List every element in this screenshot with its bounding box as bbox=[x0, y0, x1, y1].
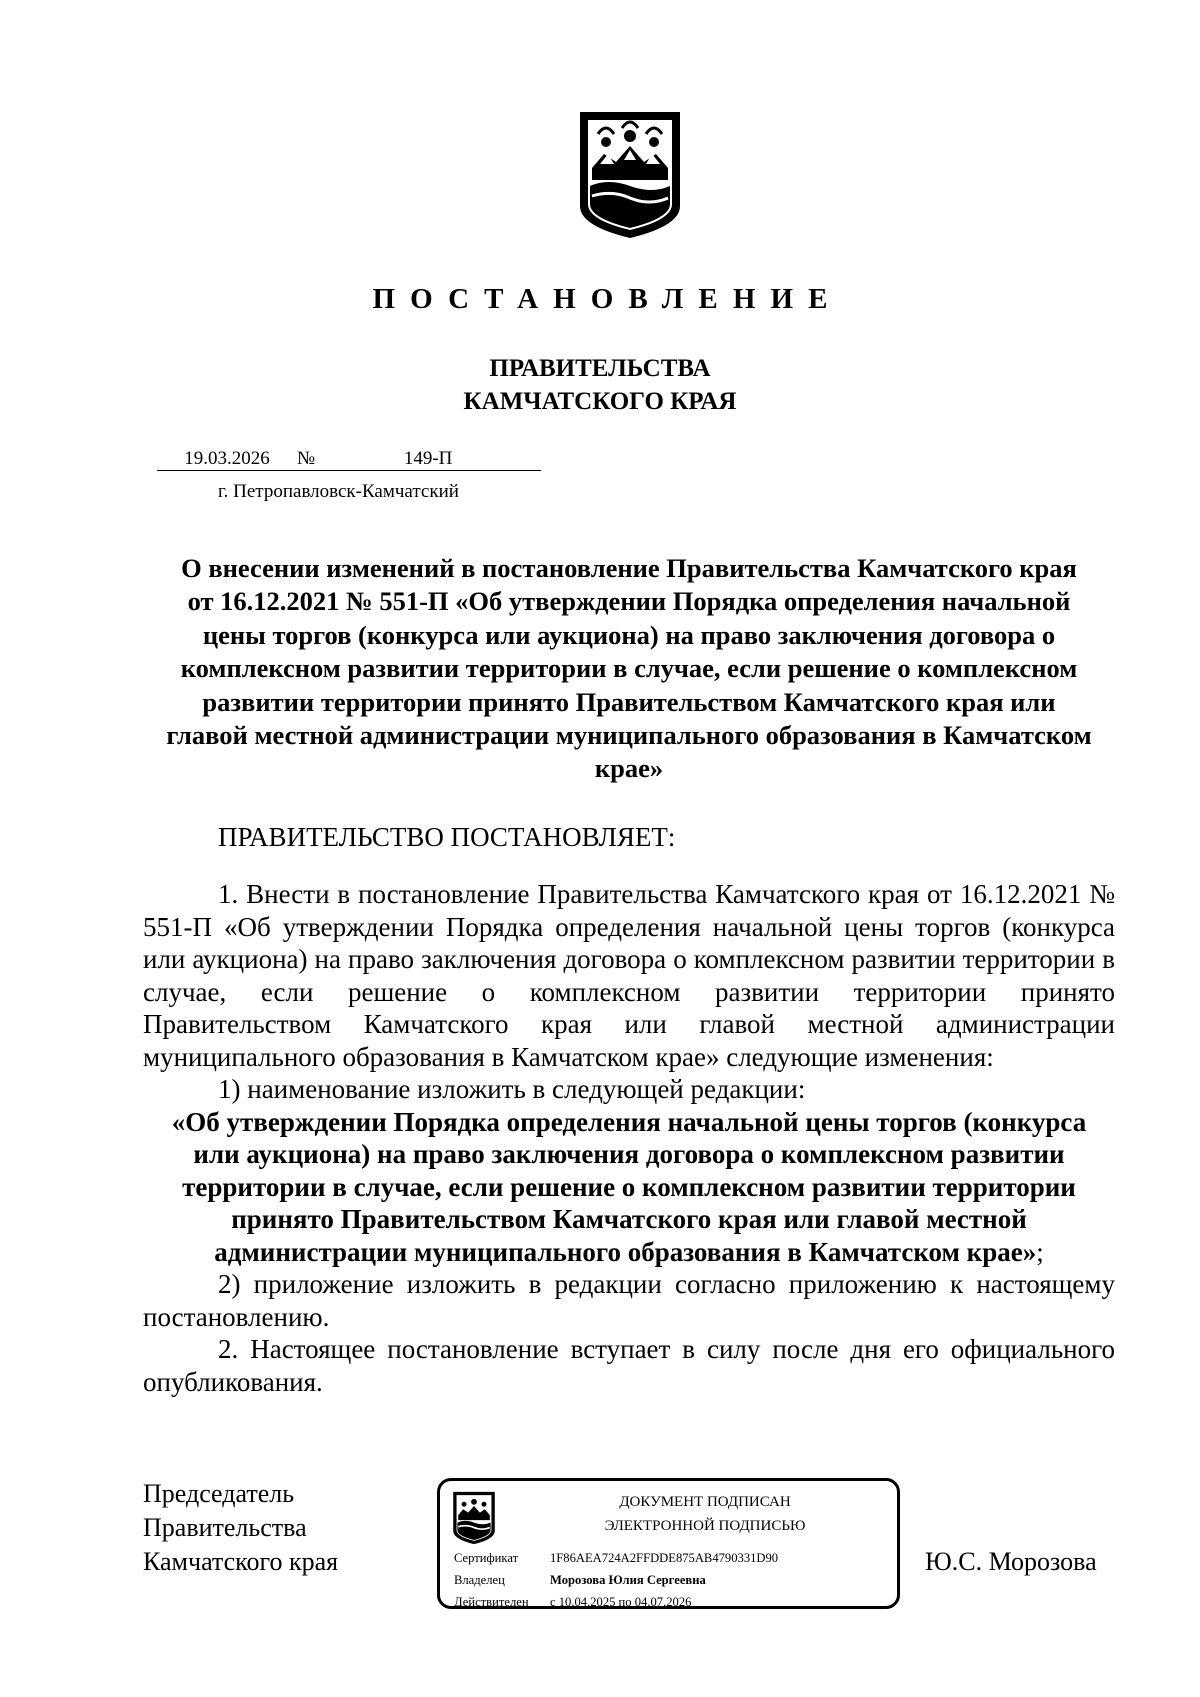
owner-label: Владелец bbox=[454, 1573, 505, 1587]
certificate-value: 1F86AEA724A2FFDDE875AB4790331D90 bbox=[550, 1551, 779, 1565]
document-body bbox=[143, 878, 1115, 1398]
coat-of-arms-icon bbox=[578, 110, 682, 240]
signer-position: Председатель Правительства Камчатского края bbox=[143, 1479, 339, 1576]
quoted-new-title bbox=[143, 1106, 1115, 1269]
paragraph-2: 2. Настоящее постановление вступает в силу после дня его официального опубликования. bbox=[143, 1334, 1115, 1397]
quote-terminator: ; bbox=[1036, 1236, 1044, 1267]
validity-value: с 10.04.2025 по 04.07.2026 bbox=[550, 1595, 692, 1609]
document-type-heading: ПОСТАНОВЛЕНИЕ bbox=[372, 283, 843, 315]
subparagraph-2: 2) приложение изложить в редакции согласно приложению к настоящему постановлению. bbox=[143, 1269, 1115, 1332]
document-title: О внесении изменений в постановление Правительства Камчатского края от 16.12.2021 № 551-П «Об утверждении Порядка определения начальной цены торгов (конкурса или аукциона) на право заключения договора о комплексном развитии территории в случае, если решение о комплексном развитии территории принято Правительством Камчатского края или главой местной администрации муниципального образования в Камчатском крае» bbox=[166, 553, 1092, 784]
stamp-heading-2: ЭЛЕКТРОННОЙ ПОДПИСЬЮ bbox=[604, 1518, 806, 1534]
resolves-heading: ПРАВИТЕЛЬСТВО ПОСТАНОВЛЯЕТ: bbox=[218, 822, 676, 852]
issuer-line-2: КАМЧАТСКОГО КРАЯ bbox=[463, 388, 737, 415]
validity-label: Действителен bbox=[454, 1595, 529, 1609]
quoted-text: «Об утверждении Порядка определения начальной цены торгов (конкурса или аукциона) на право заключения договора о комплексном развитии территории в случае, если решение о комплексном развитии территории принято Правительством Камчатского края или главой местной администрации муниципального образования в Камчатском крае» bbox=[171, 1106, 1087, 1267]
document-date: 19.03.2026 bbox=[157, 448, 297, 471]
number-label: № bbox=[297, 448, 316, 469]
paragraph-1: 1. Внести в постановление Правительства Камчатского края от 16.12.2021 № 551-П «Об утверждении Порядка определения начальной цены торгов (конкурса или аукциона) на право заключения договора о комплексном развитии территории в случае, если решение о комплексном развитии территории принято Правительством Камчатского края или главой местной администрации муниципального образования в Камчатском крае» следующие изменения: bbox=[143, 879, 1115, 1072]
document-number: 149-П bbox=[315, 448, 541, 471]
registration-line bbox=[157, 448, 541, 471]
electronic-signature-stamp bbox=[437, 1478, 900, 1609]
owner-value: Морозова Юлия Сергеевна bbox=[550, 1573, 706, 1587]
issuer-line-1: ПРАВИТЕЛЬСТВА bbox=[489, 355, 711, 382]
subparagraph-1: 1) наименование изложить в следующей редакции: bbox=[218, 1074, 806, 1104]
certificate-label: Сертификат bbox=[454, 1551, 519, 1565]
coat-of-arms-icon bbox=[452, 1491, 496, 1545]
city-label: г. Петропавловск-Камчатский bbox=[218, 481, 459, 502]
signer-name: Ю.С. Морозова bbox=[925, 1547, 1097, 1576]
stamp-heading-1: ДОКУМЕНТ ПОДПИСАН bbox=[619, 1494, 791, 1510]
